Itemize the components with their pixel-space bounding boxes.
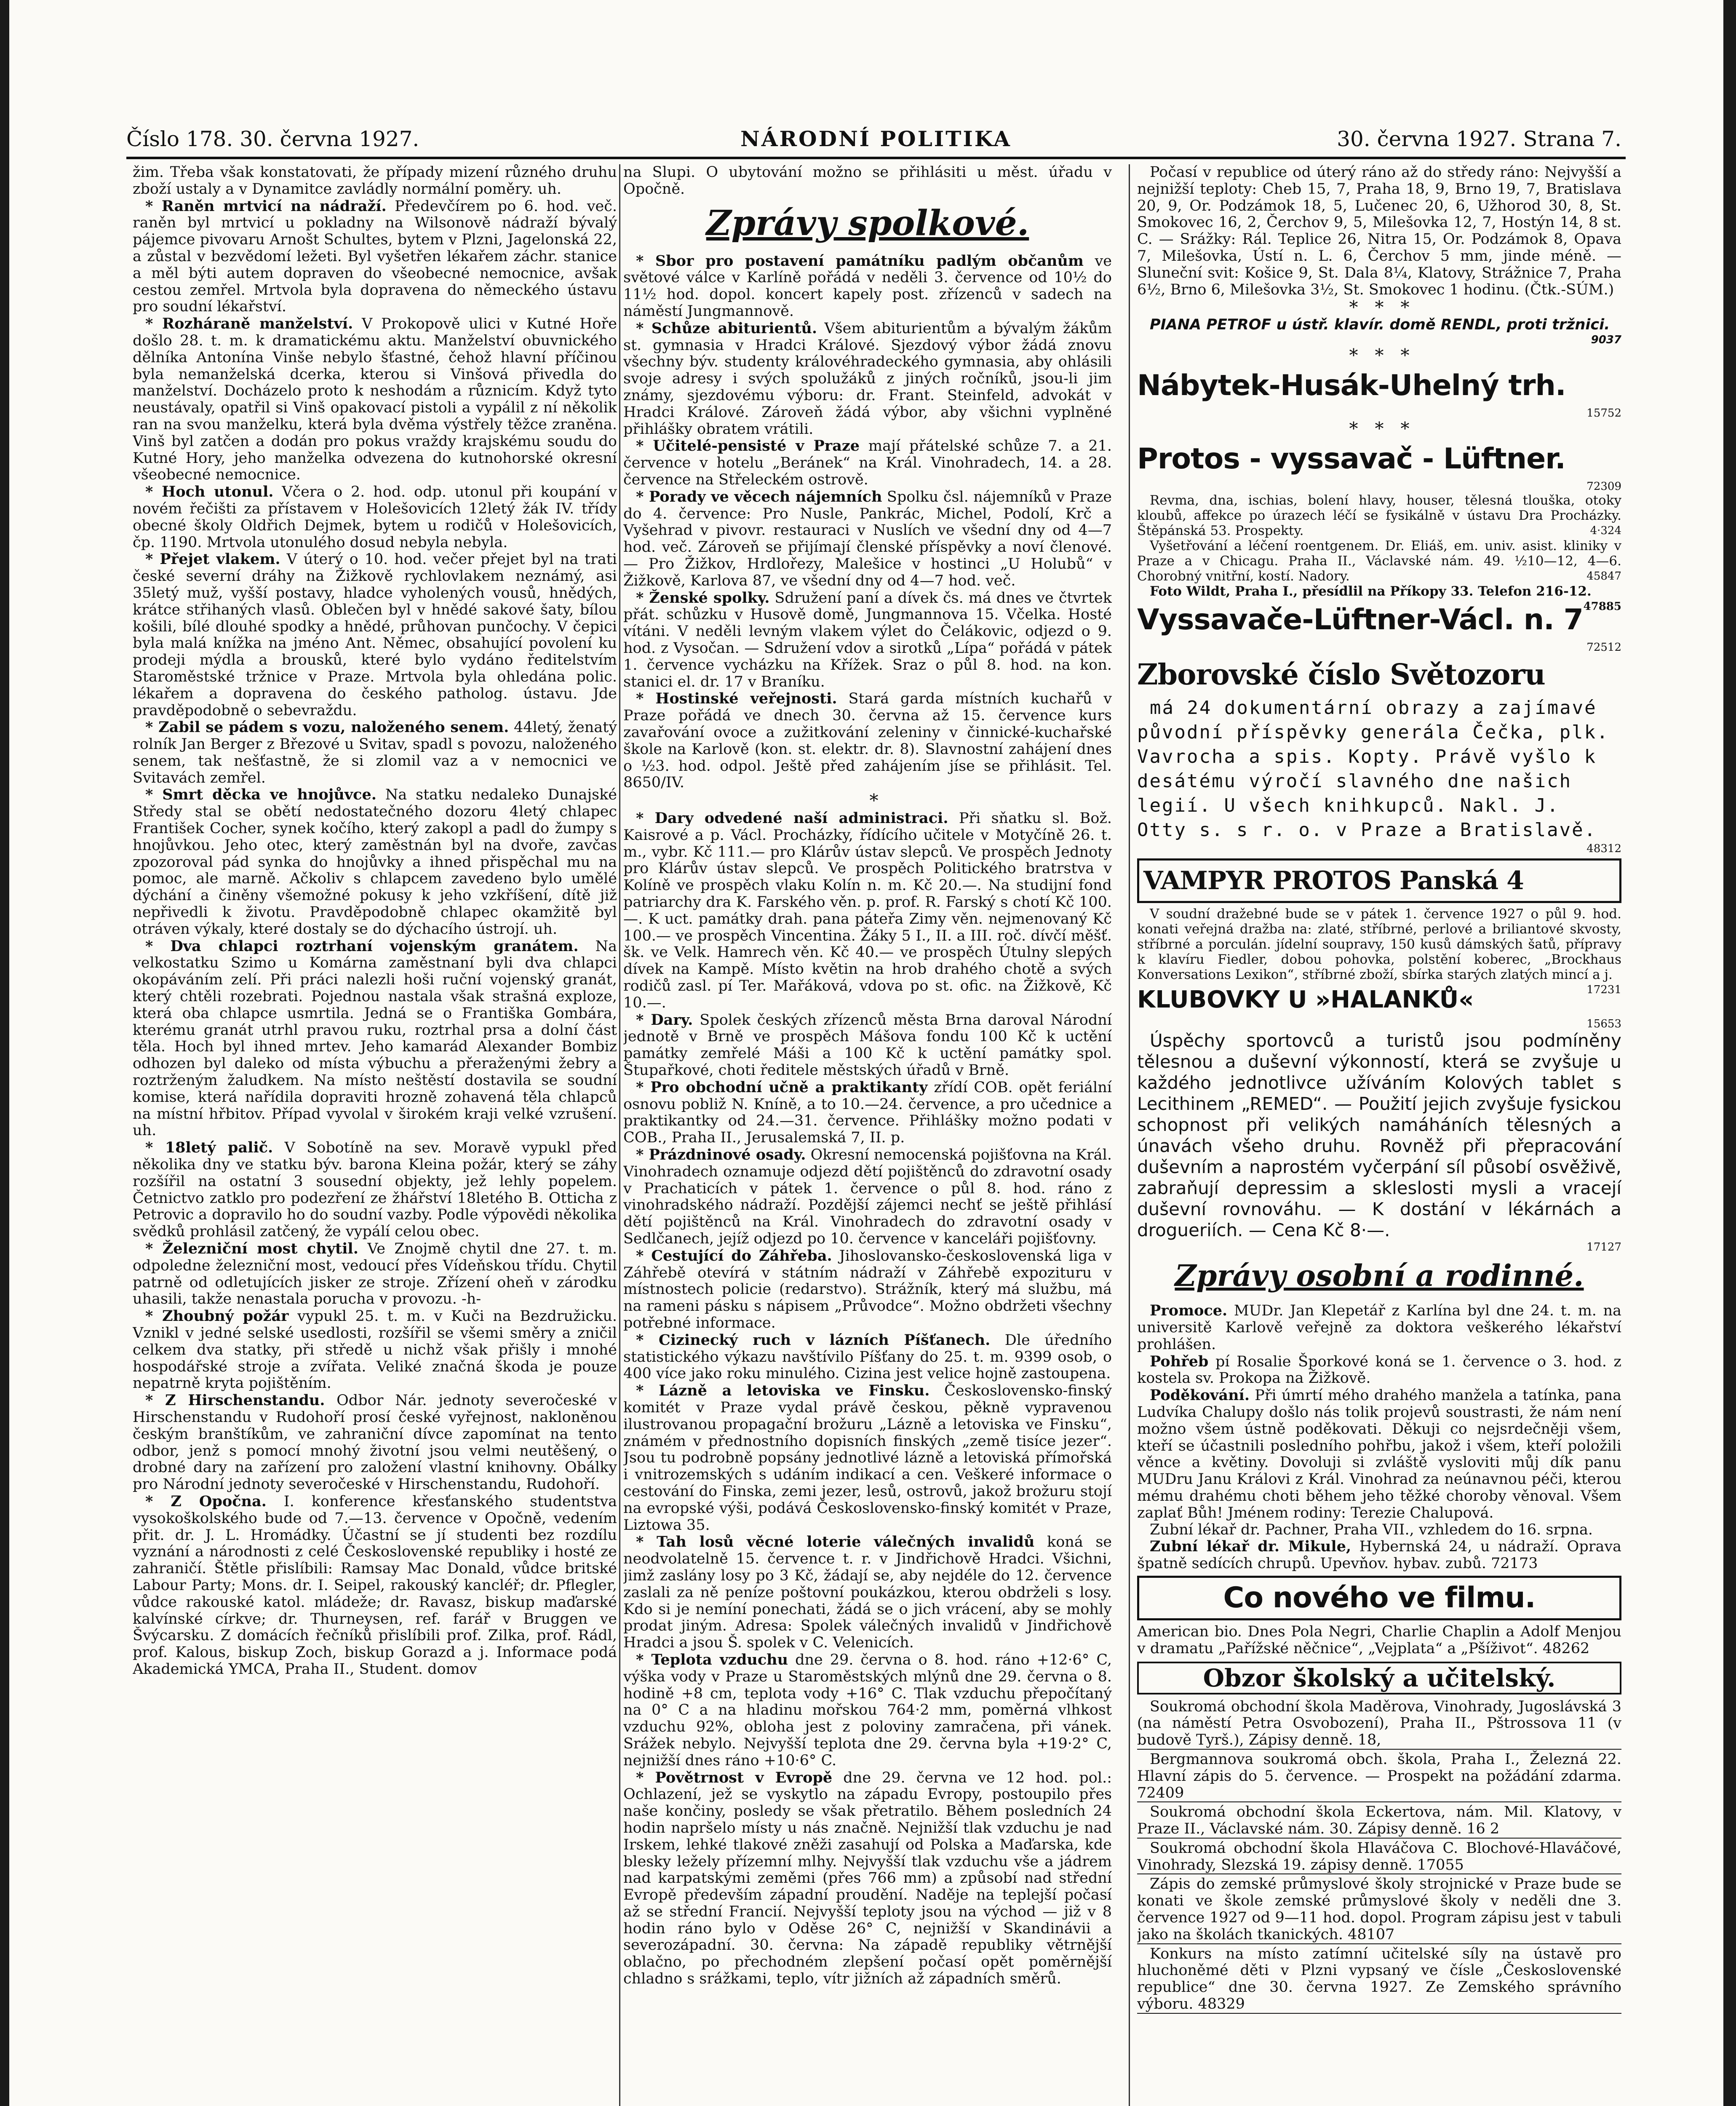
association-news-item-heading: * Dary odvedené naší administraci. [636, 810, 948, 827]
association-news-item-heading: * Schůze abiturientů. [636, 319, 817, 337]
ad-revma: Revma, dna, ischias, bolení hlavy, houser, tělesná tlouška, otoky kloubů, affekce po úrazech léčí se fysikálně v ústavu Dra Procházky. Štěpánská 53. Prospekty. 4·324 [1137, 493, 1621, 539]
section-title-personal: Zprávy osobní a rodinné. [1175, 1258, 1584, 1294]
column-divider [619, 164, 620, 2106]
association-news-item-text: mají přátelské schůze 7. a 21. července v hotelu „Beránek“ na Král. Vinohradech, 14. a 28. července na Střeleckém ostrově. [623, 438, 1112, 488]
personal-news-text: Hybernská 24, u nádraží. Oprava špatně sedících chrupů. Upevňov. hybav. zubů. 72173 [1137, 1538, 1621, 1572]
news-item-text: I. konference křesťanského studentstva vysokoškolského bude od 7.—13. července v Opočně, vedením přit. dr. J. L. Hromádky. Účastní se jí studenti bez rozdílu vyznání a národnosti z celé Československé republiky i hosté ze zahraničí. Štětle přislíbili: Ramsay Mac Donald, vůdce britské Labour Party; Mons. dr. I. Seipel, rakouský kancléř; dr. Pflegler, vůdce rakouské katol. mládeže; dr. Ravasz, biskup maďarské kalvínské církve; dr. Thurneysen, ref. farář v Bruggen ve Švýcarsku. Z domácích řečníků přislíbili prof. Zilka, prof. Rádl, prof. Kalous, biskup Zoch, biskup Gorazd a j. Informace podá Akademická YMCA, Praha II., Student. domov [133, 1493, 617, 1678]
news-item-text: V Sobotíně na sev. Moravě vypukl před několika dny ve statku býv. barona Kleina požár, který se záhy rozšířil na ostatní 3 sousední objekty, jež lehly popelem. Četnictvo zatklo pro podezření ze žhářství 18letého B. Otticha z Petrovic a dopravilo ho do soudní vazby. Podle výpovědi několika svědků prohlásil zatčený, že vypálí celou obec. [133, 1139, 617, 1240]
news-item [133, 786, 617, 938]
school-news-list [1137, 1699, 1621, 2014]
association-news-item-heading: * Lázně a letoviska ve Finsku. [636, 1382, 930, 1400]
news-item-text: žim. Třeba však konstatovati, že případy mizení různého druhu zboží ustaly a v Dynamitce zavládly normální poměry. uh. [133, 164, 617, 198]
school-news-item: Soukromá obchodní škola Hlaváčova C. Blochové-Hlaváčové, Vinohrady, Slezská 19. zápisy denně. 17055 [1137, 1840, 1621, 1875]
ad-foto-wildt: Foto Wildt, Praha I., přesídlil na Příkopy 33. Telefon 216-12. 47885 [1150, 584, 1621, 613]
association-news-item [623, 1248, 1112, 1332]
personal-news-text: Při úmrtí mého drahého manžela a tatínka, pana Ludvíka Chalupy došlo nás tolik projevů soustrasti, že nám není možno všem ústně poděkovati. Děkuji co nejsrdečněji všem, kteří se účastnili posledního pohřbu, jakož i všem, kteří položili věnce a květiny. Dovoluji si zvláště vysloviti můj dík panu MUDru Janu Královi z Král. Vinohrad za neúnavnou péči, kterou mému drahému choti během jeho těžké choroby věnoval. Všem zaplať Bůh! Jménem rodiny: Terezie Chalupová. [1137, 1387, 1621, 1521]
news-item-heading: * Rozháraně manželství. [145, 315, 353, 333]
ad-husak: Nábytek-Husák-Uhelný trh. [1137, 369, 1566, 403]
personal-news-heading: Poděkování. [1150, 1387, 1250, 1404]
column-2-associations [623, 164, 1112, 2106]
association-news-item-text: dne 29. června o 8. hod. ráno +12·6° C, výška vody v Praze u Staroměstských mlýnů dne 29. června o 8. hodině +8 cm, teplota vody +16° C. Tlak vzduchu přepočítaný na 0° C a na hladinu mořskou 764·2 mm, poměrná vlhkost vzduchu 92%, obloha jest z poloviny zamračena, při vánek. Srážek nebylo. Nejvyšší teplota dne 29. června byla +19·2° C, nejnižší dnes ráno +10·6° C. [623, 1651, 1112, 1769]
association-news-item-text: zřídí COB. opět feriální osnovu pobliž N. Kníně, a to 10.—24. července, a pro učednice a praktikantky od 24.—31. července. Přihlášky možno podati v COB., Praha II., Jerusalemská 7, II. p. [623, 1079, 1112, 1147]
association-news-item-text: koná se neodvolatelně 15. července t. r. v Jindřichově Hradci. Všichni, jimž zaslány losy po 3 Kč, žádají se, aby nejdéle do 12. července zaslali za ně peníze poštovní poukázkou, kterou obdrželi s losy. Kdo si je nemíní ponechati, žádá se o jich vrácení, aby se mohly prodat jiným. Adresa: Spolek válečných invalidů v Jindřichově Hradci a jsou Š. spolek v C. Velenicích. [623, 1534, 1112, 1652]
association-news-item-heading: * Povětrnost v Evropě [636, 1769, 833, 1786]
separator-stars: * * * [1349, 297, 1410, 318]
news-item-text: Předevčírem po 6. hod. več. raněn byl mrtvicí u pokladny na Wilsonově nádraží bývalý pájemce pivovaru Arnošt Schultes, bytem v Plzni, Jagelonská 22, a zůstal v bezvědomí ležeti. Byl vyšetřen lékařem záchr. stanice a měl býti autem dopraven do všeobecné nemocnice, avšak cestou zemřel. Mrtvola byla dopravena do německého ústavu pro soudní lékařství. [133, 198, 617, 315]
film-news: American bio. Dnes Pola Negri, Charlie Chaplin a Adolf Menjou v dramatu „Pařížské něčnice“, „Vejplata“ a „Pšíživot“. 48262 [1137, 1623, 1621, 1657]
ad-vyssavace-number: 72512 [1586, 641, 1621, 654]
news-item-heading: * 18letý palič. [145, 1139, 273, 1157]
association-news-item [623, 1534, 1112, 1652]
personal-news-item [1137, 1302, 1621, 1353]
association-news-item [623, 1382, 1112, 1534]
section-title-film: Co nového ve filmu. [1137, 1576, 1621, 1620]
separator-stars: * * * [1349, 345, 1410, 366]
association-news-item [623, 320, 1112, 438]
news-item [133, 315, 617, 484]
association-news-item-text: dne 29. června ve 12 hod. pol.: Ochlazení, jež se vyskytlo na západu Evropy, postoupilo přes naše končiny, posledy se však přetratilo. Během posledních 24 hodin napršelo místy u nás značně. Nejnižší tlak vzduchu je nad Irskem, lehké tlakové zněži zasahují od Polska a Maďarska, kde blesky ležely přízemní mlhy. Nejvyšší tlak vzduchu vše a jádrem nad karpatskými zeměmi (přes 766 mm) a způsobí nad střední Evropě především západní proudění. Naděje na teplejší počasí až se střední Francií. Nejvyšší teploty jsou na východ — již v 8 hodin ráno bylo v Oděse 26° C, nejnižší v Skandinávii a severozápadní. 30. června: Na západě republiky větrnější oblačno, po přechodném zlepšení počasí opět poměrnější chladno s srážkami, teplo, vítr jižních až západních směrů. [623, 1769, 1112, 1988]
association-news-item-heading: * Učitelé-pensisté v Praze [636, 437, 860, 455]
ad-petrof: PIANA PETROF u ústř. klavír. domě RENDL, proti tržnici. 9037 [1150, 316, 1621, 347]
news-item [133, 484, 617, 551]
ad-remed-number: 17127 [1586, 1241, 1621, 1254]
newspaper-title: NÁRODNÍ POLITIKA [740, 126, 1012, 151]
ad-protos: Protos - vyssavač - Lüftner. [1137, 442, 1565, 476]
association-news-item-heading: * Tah losů věcné loterie válečných invalidů [636, 1533, 1035, 1551]
news-item-text: Na statku nedaleko Dunajské Středy stal se obětí nedostatečného dozoru 4letý chlapec František Cocher, synek kočího, který zakopl a padl do žumpy s hnojůvkou. Jeho otec, který zaměstnán byl na dvoře, zavčas zpozoroval pád synka do hnojůvky a ihned přispěchal mu na pomoc, ale marně. Ačkoliv s chlapcem zavedeno bylo umělé dýchání a činěny všemožné pokusy k jeho vzkříšení, dítě již nepřivedli k životu. Pravděpodobně chlapec okamžitě byl otráven výkaly, které dostaly se do dýchacího ústrojí. uh. [133, 786, 617, 938]
news-item-heading: * Železniční most chytil. [145, 1240, 358, 1257]
section-title-school: Obzor školský a učitelský. [1137, 1662, 1621, 1694]
news-item [133, 938, 617, 1140]
column-3-ads-personal [1137, 164, 1621, 2106]
association-news-item [623, 1652, 1112, 1769]
news-item-text: 44letý, ženatý rolník Jan Berger z Březové u Svitav, spadl s povozu, naloženého senem, tak nešťastně, že si zlomil vaz a v nemocnici ve Svitavách zemřel. [133, 719, 617, 786]
association-news-item-heading: * Cestující do Záhřeba. [636, 1247, 832, 1264]
association-news-item [623, 690, 1112, 791]
news-item [133, 551, 617, 719]
news-item [133, 1392, 617, 1493]
news-item-heading: * Z Opočna. [145, 1492, 267, 1510]
section-title-associations: Zprávy spolkové. [706, 203, 1029, 243]
association-news-item [623, 1332, 1112, 1382]
personal-news-text: pí Rosalie Šporkové koná se 1. července o 3. hod. z kostela sv. Prokopa na Žižkově. [1137, 1353, 1621, 1387]
page-date-number: 30. června 1927. Strana 7. [1337, 127, 1621, 151]
association-news-item-heading: * Hostinské veřejnosti. [636, 690, 837, 708]
ad-klubovky-number: 15653 [1586, 1018, 1621, 1031]
news-item-text: vypukl 25. t. m. v Kuči na Bezdružicku. Vznikl v jedné selské usedlosti, rozšířil se všemi směry a zničil celkem dva statky, při středě u nichž však přišly i mnohé hospodářské stroje a zvířata. Veliké značná škoda je pouze nepatrně kryta pojištěním. [133, 1308, 617, 1392]
association-news-item [623, 1012, 1112, 1079]
personal-news-item [1137, 1353, 1621, 1387]
association-news-item [623, 810, 1112, 1012]
masthead-rule [126, 157, 1626, 159]
association-news-item [623, 590, 1112, 691]
personal-news-heading: Pohřeb [1150, 1352, 1209, 1370]
association-news-item-heading: * Ženské spolky. [636, 589, 770, 607]
news-item-text: Včera o 2. hod. odp. utonul při koupání v novém řečišti za přístavem v Holešovicích 12letý žák IV. třídy obecné školy Oldřich Dejmek, bytem u rodičů v Holešovicích, čp. 1190. Mrtvola utonulého dosud nebyla nebyla. [133, 484, 617, 551]
news-item [133, 1240, 617, 1308]
school-news-item: Bergmannova soukromá obch. škola, Praha I., Železná 22. Hlavní zápis do 5. července. — Prospekt na požádání zdarma. 72409 [1137, 1751, 1621, 1802]
association-news-item-text: Při sňatku sl. Bož. Kaisrové a p. Václ. Procházky, řídícího učitele v Motyčíně 26. t. m., vybr. Kč 111.— pro Klárův ústav slepců. Ve prospěch Jednoty pro Klárův ústav slepců. Ve prospěch Politického bratrstva v Kolíně ve prospěch vlaku Kolín n. m. Kč 20.—. Na studijní fond patriarchy dra K. Farského věn. p. prof. R. Farský s chotí Kč 100.—. K uct. památky drah. pana páteřa Zimy věn. nejmenovaný Kč 100.— ve prospěch Vincentina. Žáky 5 I., II. a III. roč. dívčí měšť. šk. ve Velk. Hamrech věn. Kč 40.— ve prospěch Útulny slepých dívek na Kampě. Místo květin na hrob drahého chotě a svých rodičů zasl. pí Ter. Mařáková, vdova po st. ofic. na Žižkově, Kč 10.—. [623, 810, 1112, 1011]
separator-stars: * * * [1349, 418, 1410, 439]
news-item-heading: * Dva chlapci roztrhaní vojenským granátem. [145, 937, 579, 955]
association-news-item: * [869, 790, 879, 811]
news-item [133, 719, 617, 786]
association-news-item-text: Jihoslovansko-československá liga v Záhřebě otevírá v státním nádraží v Záhřebě expozituru v místnostech policie (redarstvo). Strážník, který má službu, má na rameni pásku s nápisem „Průvodce“. Možno obdržeti všechny potřebné informace. [623, 1247, 1112, 1331]
association-news-item-heading: * Cizinecký ruch v lázních Píšťanech. [636, 1331, 991, 1349]
news-item [133, 1139, 617, 1240]
association-news-item-heading: * Sbor pro postavení památníku padlým občanům [636, 252, 1084, 270]
news-item-text: Ve Znojmě chytil dne 27. t. m. odpoledne železniční most, vedoucí přes Vídeňskou třídu. Chytil patrně od odletujících jisker ze stroje. Zřízení oheň v zárodku uhasili, takže nenastala porucha v provozu. -h- [133, 1240, 617, 1308]
ad-zborovske-text: má 24 dokumentární obrazy a zajímavé původní příspěvky generála Čečka, plk. Vavrocha a spis. Kopty. Právě vyšlo k desátému výročí slavného dne našich legií. U všech knihkupců. Nakl. J. Otty s. s r. o. v Praze a Bratislavě. [1137, 697, 1609, 841]
association-news-item-text: Sdružení paní a dívek čs. má dnes ve čtvrtek přát. schůzku v Husově domě, Jungmannova 15. Včelka. Hosté vítáni. V neděli levným vlakem výlet do Čelákovic, odjezd o 9. hod. z Vysočan. — Sdružení vdov a sirotků „Lípa“ pořádá v pátek 1. července vycházku na Křížek. Sraz o půl 8. hod. na kon. stanici el. dr. 17 v Braníku. [623, 589, 1112, 690]
ad-zborovske-title: Zborovské číslo Světozoru [1137, 658, 1545, 692]
news-item-text: Odbor Nár. jednoty severočeské v Hirschenstandu v Rudohoří prosí české vyřejnost, nakloněnou českým branštíkům, ve zahraniční dívce zapomínat na tento odbor, jenž s pomocí mnohý životní jsou velmi neutěšený, o drobné dary na zařízení pro založení vlastní knihovny. Obálky pro Národní jednoty severočeské v Hirschenstandu, Rudohoří. [133, 1392, 617, 1493]
personal-news-item [1137, 1387, 1621, 1521]
association-news-item-heading: * Dary. [636, 1011, 693, 1029]
news-item-text: V Prokopově ulici v Kutné Hoře došlo 28. t. m. k dramatickému aktu. Manželství obuvnického dělníka Antonína Vinše nebylo šťastné, čehož hlavní příčinou byla nemanželská dcerka, kterou si Vinšová přivedla do manželství. Docházelo proto k neshodám a různicím. Když tyto neustávaly, opatřil si Vinš opakovací pistoli a vypálil z ní několik ran na svou manželku, která byla dvěma výstřely těžce zraněna. Vinš byl zatčen a dodán pro pokus vraždy krajskému soudu do Kutné Hory, jeho manželka odvezena do kutnohorské okresní všeobecné nemocnice. [133, 315, 617, 484]
ad-vyssavace: Vyssavače-Lüftner-Václ. n. 7 [1137, 603, 1583, 637]
ad-roentgen: Vyšetřování a léčení roentgenem. Dr. Eliáš, em. univ. asist. kliniky v Praze a v Chicagu. Praha II., Václavské nám. 49. ½10—12, 4—6. Chorobný vnitřní, kostí. Nadory. 45847 [1137, 538, 1621, 584]
personal-news-heading: Promoce. [1150, 1302, 1228, 1320]
association-news-item-heading: * Prázdninové osady. [636, 1146, 806, 1164]
school-news-item: Soukromá obchodní škola Maděrova, Vinohrady, Jugoslávská 3 (na náměstí Petra Osvobození), Praha II., Pštrossova 11 (v budově Tyrš.), Zápisy denně. 18, [1137, 1699, 1621, 1750]
association-news-item-text: Spolku čsl. nájemníků v Praze do 4. července: Pro Nusle, Pankrác, Michel, Podolí, Krč a Vyšehrad v pivovr. restauraci v Nuslích ve všední dny od 4—7 hod. več. Zároveň se přijímají členské příspěvky a noví členové. — Pro Žižkov, Hrdlořezy, Malešice v hostinci „U Holubů“ v Žižkově, Karlova 87, ve všední dny od 4—7 hod. več. [623, 488, 1112, 589]
scan-edge-right [1723, 0, 1736, 2106]
notice-auction: V soudní dražebné bude se v pátek 1. července 1927 o půl 9. hod. konati veřejná dražba na: zlaté, stříbrné, perlové a briliantové skvosty, stříbrné a porculán. jídelní soupravy, 150 kusů dámských šatů, přípravy k klavíru Fiedler, dobou pohovka, polstění koberec, „Brockhaus Konversations Lexikon“, stříbrné zboží, sbírka starých zlatých mincí a j. 17231 [1137, 906, 1621, 997]
news-item-heading: * Zabil se pádem s vozu, naloženého senem. [145, 719, 509, 736]
association-news-item-text: Československo-finský komitét v Praze vydal právě českou, pěkně vypravenou ilustrovanou propagační brožuru „Lázně a letoviska ve Finsku“, známém v přednostního dopisních finských „země tisíce jezer“. Jsou tu podrobně popsány jednotlivé lázně a letoviská přímořská i vnitrozemských s udáním indikací a cen. Veškeré informace o cestování do Finska, zemi jezer, lesů, ostrovů, jakož brožuru stojí na evropské výši, podává Československo-finský komitét v Praze, Liztowa 35. [623, 1382, 1112, 1534]
personal-news-item [1137, 1522, 1621, 1539]
column-divider [1129, 164, 1130, 2106]
news-item-heading: * Z Hirschenstandu. [145, 1392, 325, 1409]
association-news-item-text: Okresní nemocenská pojišťovna na Král. Vinohradech oznamuje odjezd dětí pojištěnců do zdravotní osady v Prachaticích v pátek 1. července o půl 8. hod. ráno z vinohradského nádraží. Pozdější zájemci nechť se ještě přihlásí dětí pojištěnců na Král. Vinohradech do zdravotní osady v Sedlčanech, jejíž odjezd po 10. července v kanceláři pojišťovny. [623, 1147, 1112, 1248]
ad-remed-tablets: Úspěchy sportovců a turistů jsou podmíněny tělesnou a duševní výkonností, která se zvyšuje u každého jednotlivce užíváním Kolových tablet s Lecithinem „REMED“. — Použití jejich zvyšuje fysickou schopnost při velikých namáháních tělesných a únavách všeho druhu. Rovněž při přepracování duševním a naprostém vyčerpání síl působí osvěživě, zabraňují depressim a skleslosti mysli a vracejí duševní rovnováhu. — K dostání v lékárnách a drogueriích. — Cena Kč 8·—. [1137, 1030, 1621, 1241]
ad-husak-number: 15752 [1586, 407, 1621, 420]
ad-protos-number: 72309 [1586, 480, 1621, 493]
news-item-heading: * Zhoubný požár [145, 1307, 289, 1325]
ad-klubovky: KLUBOVKY U »HALANKŮ« [1137, 986, 1474, 1014]
news-item-heading: * Přejet vlakem. [145, 551, 280, 568]
personal-news-item [1137, 1538, 1621, 1572]
school-news-item: Zápis do zemské průmyslové školy strojnické v Praze bude se konati ve škole zemské průmyslové školy v neděli dne 3. července 1927 od 9—11 hod. dopol. Program zápisu jest v tabuli jako na školách tkanických. 48107 [1137, 1876, 1621, 1944]
news-item-text: Na velkostatku Szimo u Komárna zaměstnaní byli dva chlapci okopáváním zelí. Při práci nalezli hoši ruční vojenský granát, který chtěli rozebrati. Pojednou nastala však strašná exploze, která oba chlapce usmrtila. Jedná se o Františka Gombára, kterému granát utrhl pravou ruku, roztrhal prsa a dolní část těla. Hoch byl ihned mrtev. Jeho kamarád Alexander Bombiz odhozen byl daleko od místa výbuchu a přeraženými žebry a roztrženým žaludkem. Na místo neštěstí dostavila se soudní komise, která nařídila dopraviti hrozně zohavená těla chlapců na místní hřbitov. Případ vyvolal v širokém kraji velké vzrušení. uh. [133, 938, 617, 1139]
association-news-item-text: Dle úředního statistického výkazu navštívilo Píšťany do 25. t. m. 9399 osob, o 400 více jako roku minulého. Cizina jest velice hojně zastoupena. [623, 1331, 1112, 1382]
association-news-item-heading: * Pro obchodní učně a praktikanty [636, 1078, 928, 1096]
news-item-text: V úterý o 10. hod. večer přejet byl na trati české severní dráhy na Žižkově rychlovlakem neznámý, asi 35letý muž, vyšší postavy, hladce vyholených vousů, hnědých, krátce střihaných vlasů. Oblečen byl v hnědé sakové šaty, bílou košili, bílé dlouhé spodky a hnědé, průhovan punčochy. V čepici byla malá knížka na jméno Ant. Němec, obsahující povolení ku prodeji mýdla a brousků, které bylo vydáno ředitelstvím Staroměstské tržnice v Praze. Mrtvola byla ohledána polic. lékařem a dopravena do českého patholog. ústavu. Jde pravděpodobně o sebevraždu. [133, 551, 617, 719]
personal-news-heading: Zubní lékař dr. Mikule, [1150, 1538, 1351, 1555]
association-news-item [623, 1079, 1112, 1147]
association-news-item [623, 438, 1112, 488]
association-news-item-text: Spolek českých zřízenců města Brna daroval Národní jednotě v Brně ve prospěch Mášova fondu 100 Kč k uctění památky zemřelé Máši a 100 Kč k uctění památky spol. Štupařkové, choti ředitele městských úřadů v Brně. [623, 1011, 1112, 1079]
association-news-list [623, 253, 1112, 1988]
issue-number: Číslo 178. 30. června 1927. [126, 127, 419, 151]
association-news-item [623, 1147, 1112, 1248]
news-item [133, 1308, 617, 1392]
news-item [133, 1493, 617, 1678]
association-news-item [623, 253, 1112, 320]
ad-vampyr: VAMPYR PROTOS Panská 4 [1137, 858, 1621, 903]
news-item [133, 198, 617, 316]
personal-news-list [1137, 1302, 1621, 1572]
scan-edge-left [0, 0, 9, 2106]
association-news-item-text: Všem abiturientům a bývalým žákům st. gymnasia v Hradci Králové. Sjezdový výbor žádá znovu všechny býv. studenty královéhradeckého gymnasia, aby ohlásili svoje adresy i svých spolužáků z jiných ročníků, jsou-li jim známy, sjezdovému výboru: dr. Frant. Steinfeld, advokát v Hradci Králové. Zároveň žádá výbor, aby všichni vyplněné přihlášky obratem vrátili. [623, 320, 1112, 438]
association-news-item-heading: * Teplota vzduchu [636, 1651, 788, 1668]
personal-news-text: Zubní lékař dr. Pachner, Praha VII., vzhledem do 16. srpna. [1150, 1521, 1593, 1538]
school-news-item: Soukromá obchodní škola Eckertova, nám. Mil. Klatovy, v Praze II., Václavské nám. 30. Zápisy denně. 16 2 [1137, 1804, 1621, 1839]
association-news-item [623, 1769, 1112, 1988]
column-1-news [133, 164, 617, 2106]
column-2-lead: na Slupi. O ubytování možno se přihlásiti u měst. úřadu v Opočně. [623, 164, 1112, 198]
masthead [126, 124, 1621, 154]
news-item-heading: * Hoch utonul. [145, 483, 274, 501]
weather-report: Počasí v republice od úterý ráno až do středy ráno: Nejvyšší a nejnižší teploty: Cheb 15, 7, Praha 18, 9, Brno 19, 7, Bratislava 20, 9, Or. Podzámok 18, 5, Lučenec 20, 6, Užhorod 30, 8, St. Smokovec 16, 2, Čerchov 9, 5, Milešovka 12, 7, Hostýn 14, 8 st. C. — Srážky: Rál. Teplice 26, Nitra 15, Or. Podzámok 8, Opava 7, Milešovka, Ústí n. L. 6, Čerchov 5 mm, jinde méně. — Sluneční svit: Košice 9, St. Dala 8¼, Klatovy, Strážnice 7, Praha 6½, Brno 6, Milešovka 3½, St. Smokovec 1 hodinu. (Čtk.-SÚM.) [1137, 164, 1621, 298]
news-item-heading: * Raněn mrtvicí na nádraží. [145, 197, 387, 215]
association-news-item [623, 489, 1112, 590]
association-news-item-text: Stará garda místních kuchařů v Praze pořádá ve dnech 30. června až 15. července kurs zavařování ovoce a zužitkování zeleniny v činnické-kuchařské škole na Karlově (kon. st. elektr. dr. 8). Slavnostní zahájení dnes o ½3. hod. odpol. Ještě před zahájením jíse se přihlásit. Tel. 8650/IV. [623, 690, 1112, 791]
personal-news-text: MUDr. Jan Klepetář z Karlína byl dne 24. t. m. na universitě Karlově veřejně za doktora veškerého lékařství prohlášen. [1137, 1302, 1621, 1353]
news-item-heading: * Smrt děcka ve hnojůvce. [145, 786, 377, 804]
school-news-item: Konkurs na místo zatímní učitelské síly na ústavě pro hluchoněmé děti v Plzni vypsaný ve čísle „Československé republice“ dne 30. června 1927. Ze Zemského správního výboru. 48329 [1137, 1946, 1621, 2014]
ad-zborovske-number: 48312 [1586, 842, 1621, 855]
news-item [133, 164, 617, 198]
association-news-item-text: ve světové válce v Karlíně pořádá v neděli 3. července od 10½ do 11½ hod. dopol. koncert kapely post. zřízenců v sadech na náměstí Jungmannově. [623, 252, 1112, 320]
association-news-item-heading: * Porady ve věcech nájemních [636, 488, 882, 505]
